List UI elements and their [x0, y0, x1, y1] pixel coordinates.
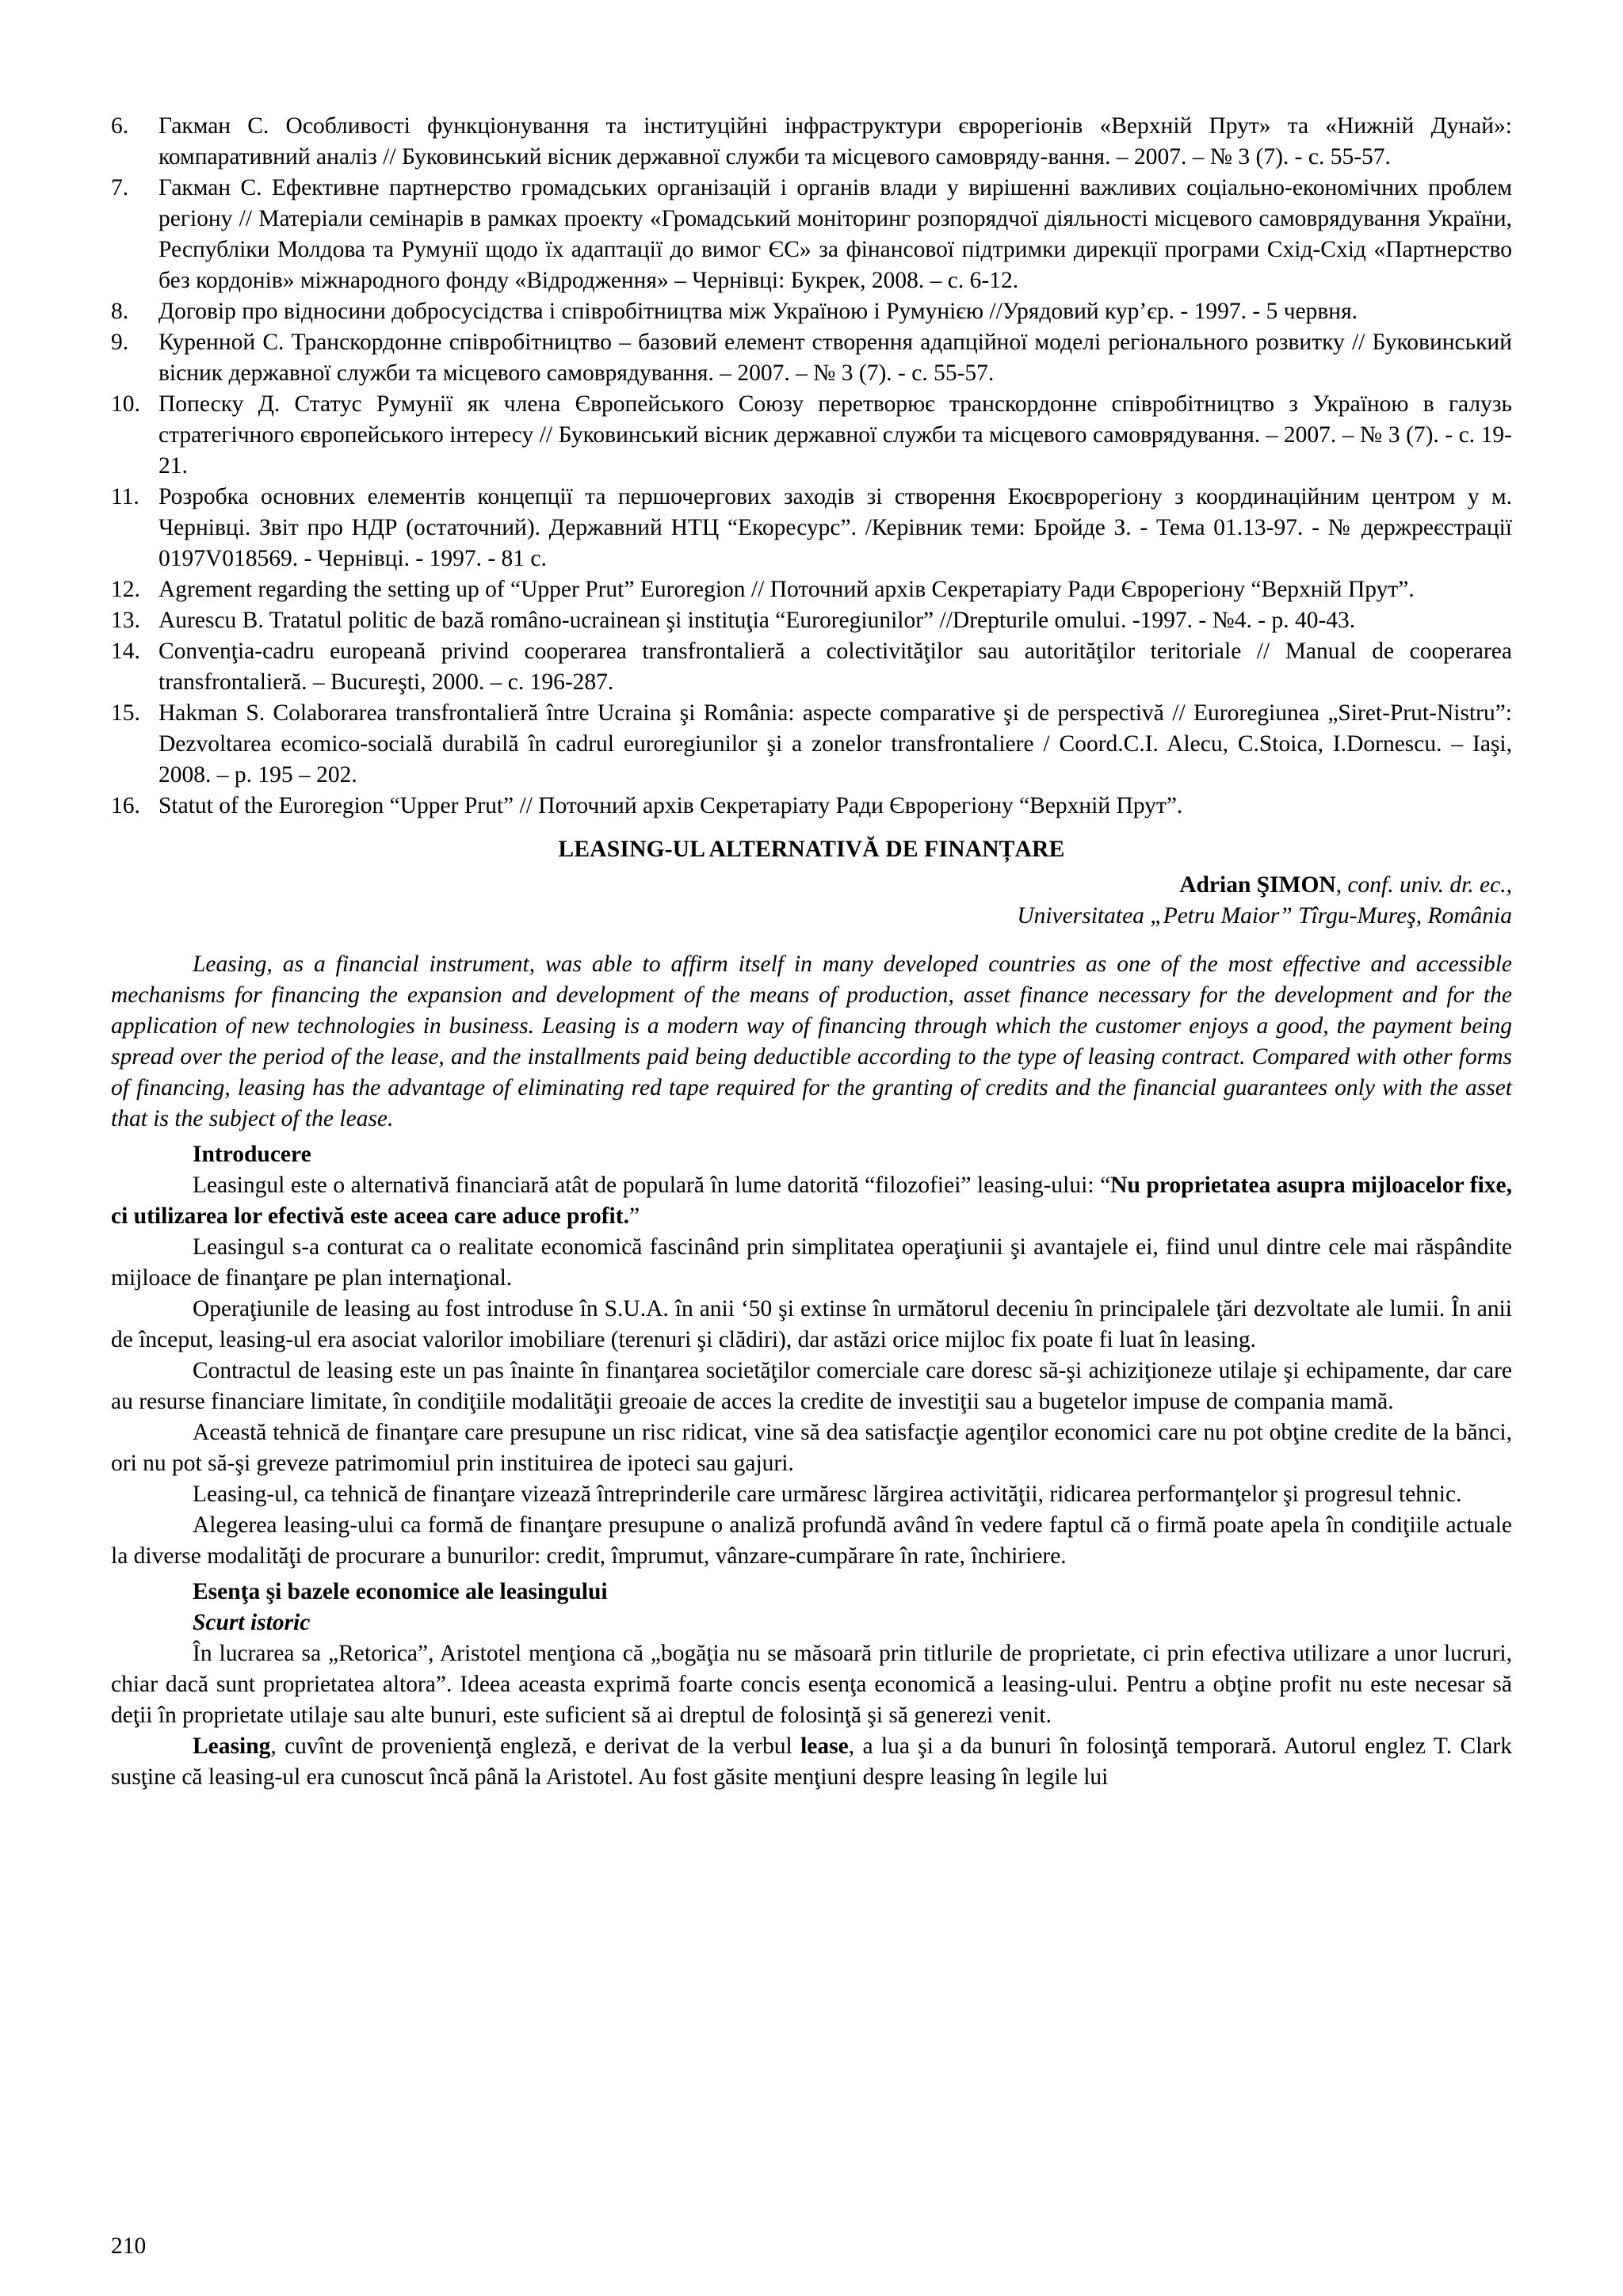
author-separator: ,: [1335, 872, 1348, 898]
reference-text: Agrement regarding the setting up of “Upper Prut” Euroregion // Поточний архів Секретаріату Ради Єврорегіону “Верхній Прут”.: [158, 577, 1415, 602]
reference-item: [111, 296, 1512, 327]
reference-number: 10.: [111, 391, 140, 417]
reference-number: 6.: [111, 113, 129, 139]
paragraph-text: Leasingul este o alternativă financiară atât de populară în lume datorită “filozofiei” leasing-ului: “: [193, 1173, 1111, 1198]
paragraph-text: , a lua şi a da bunuri în folosinţă temporară. Autorul englez T. Clark susţine că leasing-ul era cunoscut încă până la Aristotel. Au fost găsite menţiuni despre leasing în legile lui: [111, 1733, 1512, 1790]
paragraph: Operaţiunile de leasing au fost introduse în S.U.A. în anii ‘50 şi extinse în următorul deceniu în principalele ţări dezvoltate ale lumii. În anii de început, leasing-ul era asociat valorilor imobiliare (terenuri şi clădiri), dar astăzi orice mijloc fix poate fi luat în leasing.: [111, 1296, 1512, 1352]
paragraph: Această tehnică de finanţare care presupune un risc ridicat, vine să dea satisfacţie agenţilor economici care nu pot obţine credite de la bănci, ori nu pot să-şi greveze patrimomiul prin instituirea de ipoteci sau gajuri.: [111, 1420, 1512, 1476]
reference-text: Hakman S. Colaborarea transfrontalieră între Ucraina şi România: aspecte comparative şi de perspectivă // Euroregiunea „Siret-Prut-Nistru”: Dezvoltarea ecomico-socială durabilă în cadrul euroregiunilor şi a zonelor transfrontaliere / Coord.C.I. Alecu, C.Stoica, I.Dornescu. – Iaşi, 2008. – p. 195 – 202.: [158, 700, 1512, 788]
reference-item: [111, 482, 1512, 574]
reference-number: 11.: [111, 484, 139, 509]
author-line: [111, 870, 1512, 901]
term-bold: lease: [800, 1733, 849, 1759]
page-number: 210: [111, 2233, 147, 2259]
reference-text: Statut of the Euroregion “Upper Prut” // Поточний архів Секретаріату Ради Єврорегіону “Верхній Прут”.: [158, 793, 1183, 818]
reference-item: [111, 173, 1512, 296]
author-credentials: conf. univ. dr. ec.,: [1347, 872, 1512, 898]
paragraph: Alegerea leasing-ului ca formă de finanţare presupune o analiză profundă având în vedere faptul că o firmă poate apela în condiţiile actuale la diverse modalităţi de procurare a bunurilor: credit, împrumut, vânzare-cumpărare în rate, închiriere.: [111, 1512, 1512, 1569]
reference-number: 12.: [111, 577, 140, 602]
reference-text: Aurescu B. Tratatul politic de bază româno-ucrainean şi instituţia “Euroregiunilor” //Drepturile omului. -1997. - №4. - p. 40-43.: [158, 608, 1356, 633]
abstract: Leasing, as a financial instrument, was able to affirm itself in many developed countries as one of the most effective and accessible mechanisms for financing the expansion and development of the means of production, asset finance necessary for the development and for the application of new technologies in business. Leasing is a modern way of financing through which the customer enjoys a good, the payment being spread over the period of the lease, and the installments paid being deductible according to the type of leasing contract. Compared with other forms of financing, leasing has the advantage of eliminating red tape required for the granting of credits and the financial guarantees only with the asset that is the subject of the lease.: [111, 952, 1512, 1131]
emphasized-quote: Nu proprietatea asupra mijloacelor fixe, ci utilizarea lor efectivă este aceea care aduce profit.: [111, 1173, 1512, 1229]
reference-text: Договір про відносини добросусідства і співробітництва між Україною і Румунією //Урядовий кур’єр. - 1997. - 5 червня.: [158, 299, 1358, 324]
reference-item: [111, 605, 1512, 636]
section-heading-introduction: Introducere: [193, 1142, 311, 1167]
author-name: Adrian ŞIMON: [1179, 872, 1336, 898]
reference-number: 7.: [111, 175, 129, 200]
reference-number: 9.: [111, 330, 129, 355]
section-heading-economic-basis: Esenţa şi bazele economice ale leasingului: [193, 1579, 608, 1604]
reference-number: 14.: [111, 639, 140, 664]
reference-number: 8.: [111, 299, 129, 324]
paragraph: [111, 1170, 1512, 1232]
paragraph: În lucrarea sa „Retorica”, Aristotel menţiona că „bogăţia nu se măsoară prin titlurile de proprietate, ci prin efectiva utilizare a unor lucruri, chiar dacă sunt proprietatea altora”. Ideea aceasta exprimă foarte concis esenţa economică a leasing-ului. Pentru a obţine profit nu este necesar să deţii în proprietate utilaje sau alte bunuri, este suficient să ai dreptul de folosinţă şi să generezi venit.: [111, 1641, 1512, 1728]
reference-number: 16.: [111, 793, 140, 818]
reference-text: Розробка основних елементів концепції та першочергових заходів зі створення Екоєврорегіону з координаційним центром у м. Чернівці. Звіт про НДР (остаточний). Державний НТЦ “Екоресурс”. /Керівник теми: Бройде З. - Тема 01.13-97. - № держреєстрації 0197V018569. - Чернівці. - 1997. - 81 с.: [158, 484, 1512, 571]
author-affiliation: Universitatea „Petru Maior” Tîrgu-Mureş, România: [1017, 903, 1512, 929]
article-title: LEASING-UL ALTERNATIVĂ DE FINANȚARE: [558, 837, 1065, 862]
paragraph: Contractul de leasing este un pas înainte în finanţarea societăţilor comerciale care doresc să-şi achiziţioneze utilaje şi echipamente, dar care au resurse financiare limitate, în condiţiile modalităţii greoaie de acces la credite de investiţii sau a bugetelor impuse de compania mamă.: [111, 1358, 1512, 1414]
reference-item: [111, 636, 1512, 698]
subsection-heading-history: Scurt istoric: [193, 1610, 311, 1635]
paragraph: [111, 1731, 1512, 1793]
reference-text: Convenţia-cadru europeană privind cooperarea transfrontalieră a colectivităţilor sau autorităţilor teritoriale // Manual de cooperarea transfrontalieră. – Bucureşti, 2000. – c. 196-287.: [158, 639, 1512, 695]
reference-text: Куренной С. Транскордонне співробітництво – базовий елемент створення адапційної моделі регіонального розвитку // Буковинський вісник державної служби та місцевого самоврядування. – 2007. – № 3 (7). - с. 55-57.: [158, 330, 1512, 386]
paragraph-text: , cuvînt de provenienţă engleză, e derivat de la verbul: [270, 1733, 801, 1759]
reference-list: [111, 111, 1512, 822]
paragraph-text: ”: [628, 1203, 640, 1229]
reference-item: [111, 698, 1512, 791]
reference-item: [111, 111, 1512, 173]
reference-text: Гакман С. Ефективне партнерство громадських організацій і органів влади у вирішенні важливих соціально-економічних проблем регіону // Матеріали семінарів в рамках проекту «Громадський моніторинг розпорядчої діяльності місцевого самоврядування України, Республіки Молдова та Румунії щодо їх адаптації до вимог ЄС» за фінансової підтримки дирекції програми Схід-Схід «Партнерство без кордонів» міжнародного фонду «Відродження» – Чернівці: Букрек, 2008. – с. 6-12.: [158, 175, 1512, 293]
paragraph: Leasingul s-a conturat ca o realitate economică fascinând prin simplitatea operaţiunii şi avantajele ei, fiind unul dintre cele mai răspândite mijloace de finanţare pe plan internaţional.: [111, 1234, 1512, 1291]
term-bold: Leasing: [193, 1733, 271, 1759]
reference-item: [111, 791, 1512, 822]
reference-item: [111, 327, 1512, 389]
reference-text: Гакман С. Особливості функціонування та інституційні інфраструктури єврорегіонів «Верхній Прут» та «Нижній Дунай»: компаративний аналіз // Буковинський вісник державної служби та місцевого самовряду-вання. – 2007. – № 3 (7). - с. 55-57.: [158, 113, 1512, 170]
paragraph: Leasing-ul, ca tehnică de finanţare vizează întreprinderile care urmăresc lărgirea activităţii, ridicarea performanţelor şi progresul tehnic.: [193, 1482, 1462, 1507]
reference-number: 15.: [111, 700, 140, 726]
reference-text: Попеску Д. Статус Румунії як члена Європейського Союзу перетворює транскордонне співробітництво з Україною в галузь стратегічного європейського інтересу // Буковинський вісник державної служби та місцевого самоврядування. – 2007. – № 3 (7). - с. 19-21.: [158, 391, 1512, 479]
reference-item: [111, 389, 1512, 482]
reference-item: [111, 574, 1512, 605]
reference-number: 13.: [111, 608, 140, 633]
